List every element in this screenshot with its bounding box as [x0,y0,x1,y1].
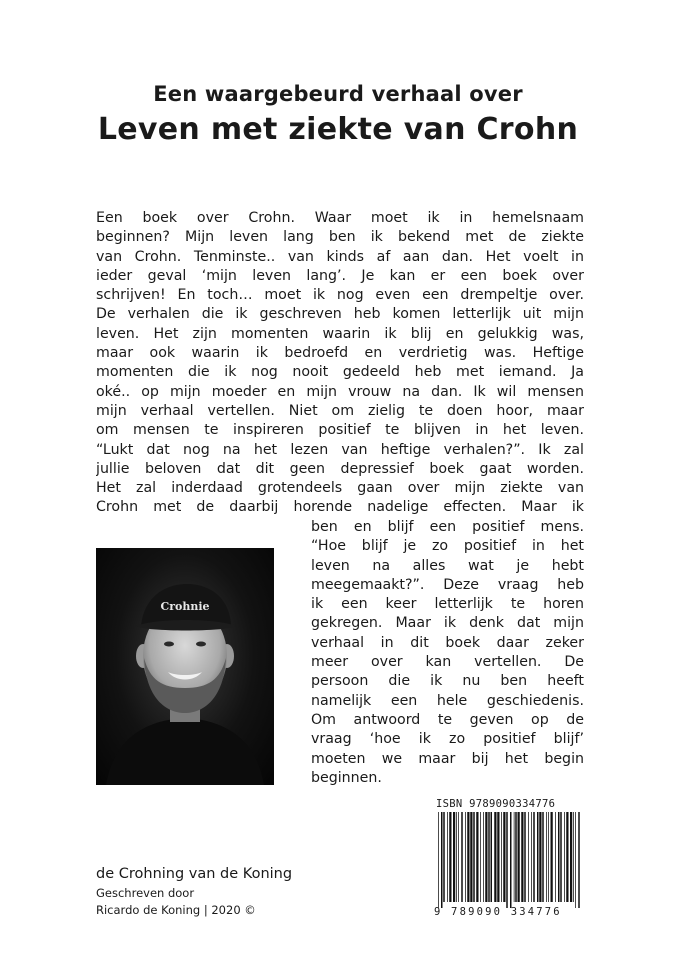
footer-book-title: de Crohning van de Koning [96,866,293,882]
blurb-line: “Hoe blijf je zo positief in het [311,538,584,555]
barcode-bar [539,812,541,902]
barcode-bar [438,812,439,908]
barcode-bar [480,812,481,902]
blurb-line: ik een keer letterlijk te horen [311,596,584,613]
barcode-bar [441,812,443,908]
blurb-line: verhaal in dit boek daar zeker [311,634,584,651]
barcode-bar [548,812,549,902]
blurb-right [311,518,584,788]
blurb-line: beginnen. [311,769,382,786]
barcode-bar [447,812,448,902]
blurb-line: ieder geval ‘mijn leven lang’. Je kan er een boek over [96,267,584,284]
book-title: Leven met ziekte van Crohn [97,112,579,147]
barcode-bar [551,812,553,902]
barcode-bar [476,812,478,902]
barcode-bar [456,812,457,902]
blurb-line: Om antwoord te geven op de [311,711,584,728]
barcode-bar [501,812,502,902]
cap-text: Crohnie [160,600,210,613]
barcode-bar [503,812,505,902]
barcode-bar [494,812,496,902]
blurb-line: De verhalen die ik geschreven heb komen letterlijk uit mijn [96,306,584,323]
blurb-line: momenten die ik nog nooit gedeeld heb met iemand. Ja [96,364,584,381]
barcode-bar [453,812,455,902]
barcode-bar [470,812,472,902]
blurb-line: Crohn met de daarbij horende nadelige effecten. Maar ik [96,499,584,516]
isbn-label: ISBN 9789090334776 [436,798,556,810]
barcode-bar [558,812,560,902]
barcode-bar [564,812,565,902]
blurb-line: beginnen? Mijn leven lang ben ik bekend met de ziekte [96,229,584,246]
blurb-line: maar ook waarin ik bedroefd en verdrietig was. Heftige [96,345,584,362]
blurb-line: meer over kan vertellen. De [311,654,584,671]
barcode-bar [570,812,572,902]
barcode-bar [555,812,556,902]
barcode-bar [467,812,469,902]
barcode-bar [449,812,451,902]
blurb-line: Het zal inderdaad grotendeels gaan over mijn ziekte van [96,480,584,497]
author-photo [96,548,274,785]
footer-author: Ricardo de Koning | 2020 © [96,903,256,917]
blurb-line: schrijven! En toch… moet ik nog even een drempeltje over. [96,287,584,304]
blurb-line: vraag ‘hoe ik zo positief blijf’ [311,731,584,748]
portrait-illustration [96,548,274,785]
blurb-line: persoon die ik nu ben heeft [311,673,584,690]
barcode-bar [443,812,445,902]
barcode-bar [473,812,475,902]
barcode-bar [528,812,529,902]
blurb-line: meegemaakt?”. Deze vraag heb [311,576,584,593]
blurb-line: ben en blijf een positief mens. [311,519,584,535]
barcode-bar [506,812,508,908]
barcode-bar [546,812,547,902]
barcode-bar [542,812,544,902]
barcode-bar [514,812,515,902]
blurb-line: gekregen. Maar ik denk dat mijn [311,615,584,632]
barcode-bar [515,812,517,902]
barcode-digits: 9 789090 334776 [434,906,562,918]
blurb-line: oké.. op mijn moeder en mijn vrouw na dan. Ik wil mensen [96,383,584,400]
blurb-line: Een boek over Crohn. Waar moet ik in hemelsnaam [96,210,584,226]
barcode-bar [566,812,568,902]
barcode-bar [485,812,487,902]
blurb-top [96,209,584,518]
barcode-bar [497,812,499,902]
barcode-bar [573,812,574,902]
blurb-line: van Crohn. Tenminste.. van kinds af aan dan. Het voelt in [96,248,584,265]
barcode-bars [430,812,587,908]
barcode-bar [531,812,532,902]
barcode-bar [488,812,490,902]
barcode-bar [521,812,523,902]
barcode-bar [575,812,576,908]
barcode-bar [537,812,539,902]
barcode [430,796,587,922]
barcode-bar [578,812,580,908]
blurb-line: “Lukt dat nog na het lezen van heftige verhalen?”. Ik zal [96,441,584,458]
blurb-line: moeten we maar bij het begin [311,750,584,767]
barcode-bar [510,812,512,908]
subtitle: Een waargebeurd verhaal over [153,82,523,106]
barcode-bar [524,812,526,902]
footer-written-by: Geschreven door [96,886,195,900]
blurb-line: leven. Het zijn momenten waarin ik blij en gelukkig was, [96,325,584,342]
barcode-bar [491,812,493,902]
barcode-bar [533,812,535,902]
barcode-bar [465,812,466,902]
barcode-bar [458,812,459,902]
barcode-bar [461,812,463,902]
barcode-bar [560,812,562,902]
blurb-line: mijn verhaal vertellen. Niet om zielig te doen hoor, maar [96,402,584,419]
blurb-line: namelijk een hele geschiedenis. [311,692,584,709]
barcode-bar [518,812,520,902]
blurb-line: jullie beloven dat dit geen depressief boek gaat worden. [96,460,584,477]
blurb-line: om mensen te inspireren positief te blijven in het leven. [96,422,584,439]
barcode-bar [483,812,484,902]
blurb-line: leven na alles wat je hebt [311,557,584,574]
